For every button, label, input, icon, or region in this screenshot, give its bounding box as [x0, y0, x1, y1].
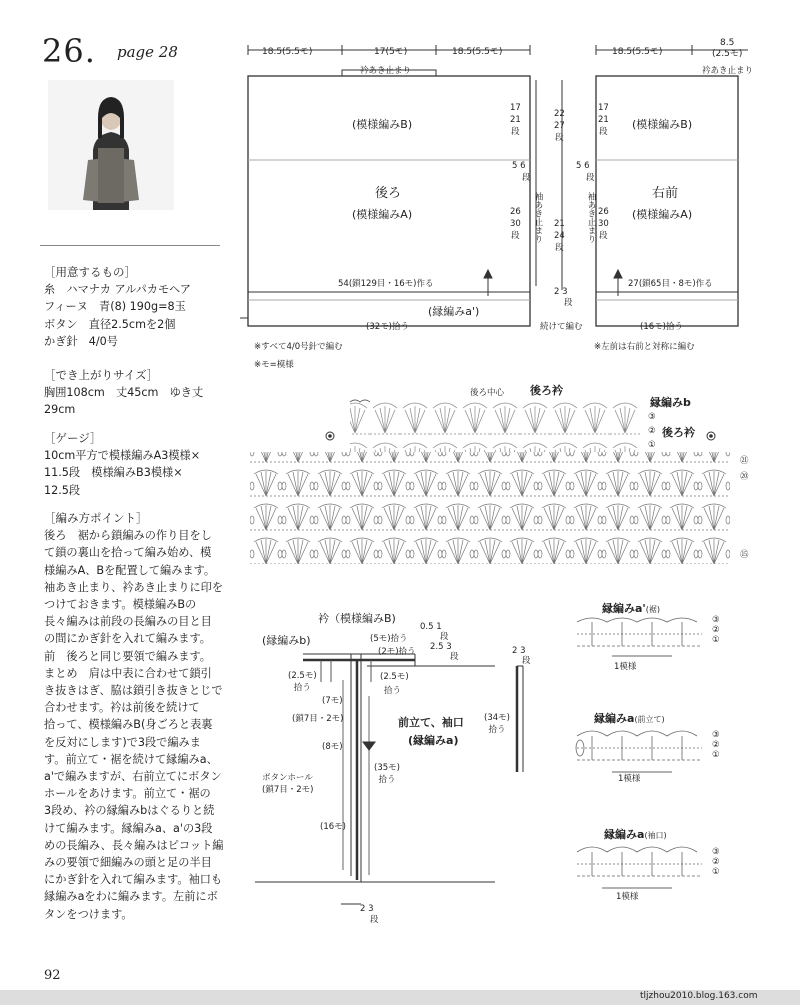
model-photo	[48, 80, 174, 210]
front-side-mid: 5 6 段	[576, 161, 595, 183]
collar-title: 衿（模様編みB)	[318, 612, 396, 625]
points-title: ［編み方ポイント］	[44, 511, 148, 525]
collar-pick-r: 拾う	[384, 686, 402, 696]
note-needle: ※すべて4/0号針で編む	[254, 342, 343, 352]
small-chart-3-title: 縁編みa(袖口)	[604, 828, 667, 841]
back-title: 後ろ	[375, 186, 402, 201]
collar-ch7: (鎖7目・2モ)	[292, 714, 344, 724]
continue-note: 続けて編む	[540, 322, 583, 332]
buttonhole-note: ボタンホール (鎖7目・2モ)	[262, 773, 314, 795]
chart-row-21: ㉑	[740, 456, 749, 466]
size-line: 29cm	[44, 403, 76, 417]
gauge-line: 10cm平方で模様編みA3模様×	[44, 449, 201, 463]
front-side-upper: 17 21 段	[598, 103, 609, 137]
small-chart-1-rows: ③ ② ①	[712, 615, 720, 645]
page-reference: page 28	[117, 43, 178, 61]
front-side-lower: 26 30 段	[598, 207, 609, 241]
collar-r01: 0.5 1 段	[420, 622, 449, 642]
points-line: 3段め、衿の縁編みbはぐるりと続	[44, 804, 215, 818]
chart-row-1: ①	[648, 440, 656, 450]
back-pickup: (32モ)拾う	[366, 322, 409, 332]
small-chart-3-unit: 1模様	[616, 892, 639, 902]
back-neck-stop: 衿あき止まり	[360, 66, 412, 76]
collar-r25: 2.5 3 段	[430, 642, 459, 662]
small-chart-3-rows: ③ ② ①	[712, 847, 720, 877]
front-dim-2: 8.5 (2.5モ)	[712, 38, 743, 59]
small-chart-2-rows: ③ ② ①	[712, 730, 720, 760]
back-hem: 2 3 段	[554, 287, 573, 308]
collar-m35: (35モ) 拾う	[374, 763, 400, 785]
points-line: みの要領で細編みの頭と足の半目	[44, 856, 212, 870]
back-dim-2: 17(5モ)	[374, 47, 408, 57]
page-number: 92	[44, 968, 61, 983]
points-line: にかぎ針を入れて編みます。袖口も	[44, 873, 223, 887]
front-band-title: 前立て、袖口	[398, 716, 464, 729]
back-dim-3: 18.5(5.5モ)	[452, 47, 503, 57]
points-line: 袖あき止まり、衿あき止まりに印を	[44, 580, 224, 594]
points-line: めの長編み、長々編みはピコット編	[44, 838, 224, 852]
collar-m8: (8モ)	[322, 742, 343, 752]
front-note: ※左前は右前と対称に編む	[594, 342, 695, 352]
points-line: つけておきます。模様編みBの	[44, 598, 197, 612]
small-chart-1-unit: 1模様	[614, 662, 637, 672]
collar-r23: 2 3 段	[512, 646, 531, 666]
collar-bottom: 2 3 段	[360, 904, 379, 925]
gauge-section	[44, 428, 256, 499]
collar-chain2: (2モ)拾う	[378, 647, 416, 657]
chart-row-3: ③	[648, 412, 656, 422]
points-line: 様編みA、Bを配置して編みます。	[44, 563, 216, 577]
size-title: ［でき上がりサイズ］	[44, 368, 159, 382]
collar-pick5: (5モ)拾う	[370, 634, 408, 644]
collar-m16: (16モ)	[320, 822, 346, 832]
small-chart-2-unit: 1模様	[618, 774, 641, 784]
small-chart-2-title: 縁編みa(前立て)	[594, 712, 665, 725]
small-chart-1-title: 縁編みa'(裾)	[602, 602, 661, 615]
front-pattern-b: (模様編みB)	[632, 118, 693, 131]
back-pattern-a: (模様編みA)	[352, 208, 413, 221]
collar-m7: (7モ)	[322, 696, 343, 706]
chart-collar: 後ろ衿	[530, 384, 563, 397]
back-lower: 21 24 段	[554, 219, 565, 253]
front-bottom-count: 27(鎖65目・8モ)作る	[628, 279, 713, 289]
small-chart-2	[572, 722, 712, 778]
points-line: て鎖の裏山を拾って編み始め、模	[44, 546, 212, 560]
back-armhole: 袖あき止まり	[533, 192, 543, 243]
note-mo: ※モ=模様	[254, 360, 294, 370]
site-credit: tljzhou2010.blog.163.com	[640, 991, 758, 1001]
points-line: 拾って、模様編みB(身ごろと表裏	[44, 718, 213, 732]
chart-center: 後ろ中心	[470, 388, 505, 398]
back-schematic	[240, 40, 570, 350]
material-line: かぎ針 4/0号	[44, 334, 118, 348]
points-line: けて編みます。縁編みa、a'の3段	[44, 821, 213, 835]
front-armhole: 袖あき止まり	[586, 192, 596, 243]
back-bottom-count: 54(鎖129目・16モ)作る	[338, 279, 434, 289]
front-pickup: (16モ)拾う	[640, 322, 683, 332]
back-side-upper: 17 21 段	[510, 103, 521, 137]
materials-title: ［用意するもの］	[44, 265, 136, 279]
size-section	[44, 365, 256, 419]
front-neck-stop: 衿あき止まり	[702, 66, 754, 76]
points-line: まとめ 肩は中表に合わせて鎖引	[44, 666, 212, 680]
small-chart-1	[572, 612, 712, 662]
back-side-mid: 5 6 段	[512, 161, 531, 183]
chart-row-20: ⑳	[740, 472, 749, 482]
points-line: 後ろ 裾から鎖編みの作り目をし	[44, 529, 212, 543]
back-pattern-b: (模様編みB)	[352, 118, 413, 131]
points-line: す。前立て・裾を続けて縁編みa、	[44, 752, 218, 766]
back-dim-1: 18.5(5.5モ)	[262, 47, 313, 57]
points-line: 縁編みaをわに編みます。左前にボ	[44, 890, 218, 904]
points-line: の間にかぎ針を入れて編みます。	[44, 632, 211, 646]
front-band-sub: (縁編みa)	[408, 734, 459, 747]
collar-edge-b: (縁編みb)	[262, 634, 311, 647]
gauge-line: 12.5段	[44, 483, 81, 497]
chart-row-2: ②	[648, 426, 656, 436]
materials-section	[44, 262, 256, 350]
pattern-number: 26.	[42, 32, 96, 70]
back-side-lower: 26 30 段	[510, 207, 521, 241]
collar-m34: (34モ) 拾う	[484, 713, 510, 735]
divider	[40, 245, 220, 246]
collar-r25b: (2.5モ)	[380, 672, 409, 682]
front-pattern-a: (模様編みA)	[632, 208, 693, 221]
small-chart-3	[572, 840, 712, 896]
points-line: a'で編みますが、右前立てにボタン	[44, 770, 222, 784]
points-line: ホールをあけます。前立て・裾の	[44, 787, 211, 801]
chart-row-15: ⑮	[740, 550, 749, 560]
points-line: 長々編みは前段の長編みの目と目	[44, 615, 212, 629]
points-line: タンをつけます。	[44, 907, 133, 921]
points-line: 合わせます。衿は前後を続けて	[44, 701, 200, 715]
points-section	[44, 508, 256, 923]
back-total: 22 27 段	[554, 109, 565, 143]
material-line: フィーヌ 青(8) 190g=8玉	[44, 300, 186, 314]
gauge-title: ［ゲージ］	[44, 431, 102, 445]
gauge-line: 11.5段 模様編みB3模様×	[44, 466, 183, 480]
points-line: 前 後ろと同じ要領で編みます。	[44, 649, 211, 663]
back-edge: (縁編みa')	[428, 305, 480, 318]
collar-l25: (2.5モ) 拾う	[288, 671, 317, 693]
front-dim-1: 18.5(5.5モ)	[612, 47, 663, 57]
stitch-chart	[250, 398, 740, 568]
points-line: き抜きはぎ、脇は鎖引き抜きとじで	[44, 684, 223, 698]
material-line: 糸 ハマナカ アルパカモヘア	[44, 283, 191, 297]
front-title: 右前	[652, 186, 679, 201]
collar-diagram	[255, 620, 545, 910]
chart-collar2: 後ろ衿	[662, 426, 695, 439]
chart-edge-b: 縁編みb	[650, 396, 691, 409]
points-line: を反対にします)で3段で編みま	[44, 735, 201, 749]
size-line: 胸囲108cm 丈45cm ゆき丈	[44, 386, 204, 400]
material-line: ボタン 直径2.5cmを2個	[44, 317, 176, 331]
